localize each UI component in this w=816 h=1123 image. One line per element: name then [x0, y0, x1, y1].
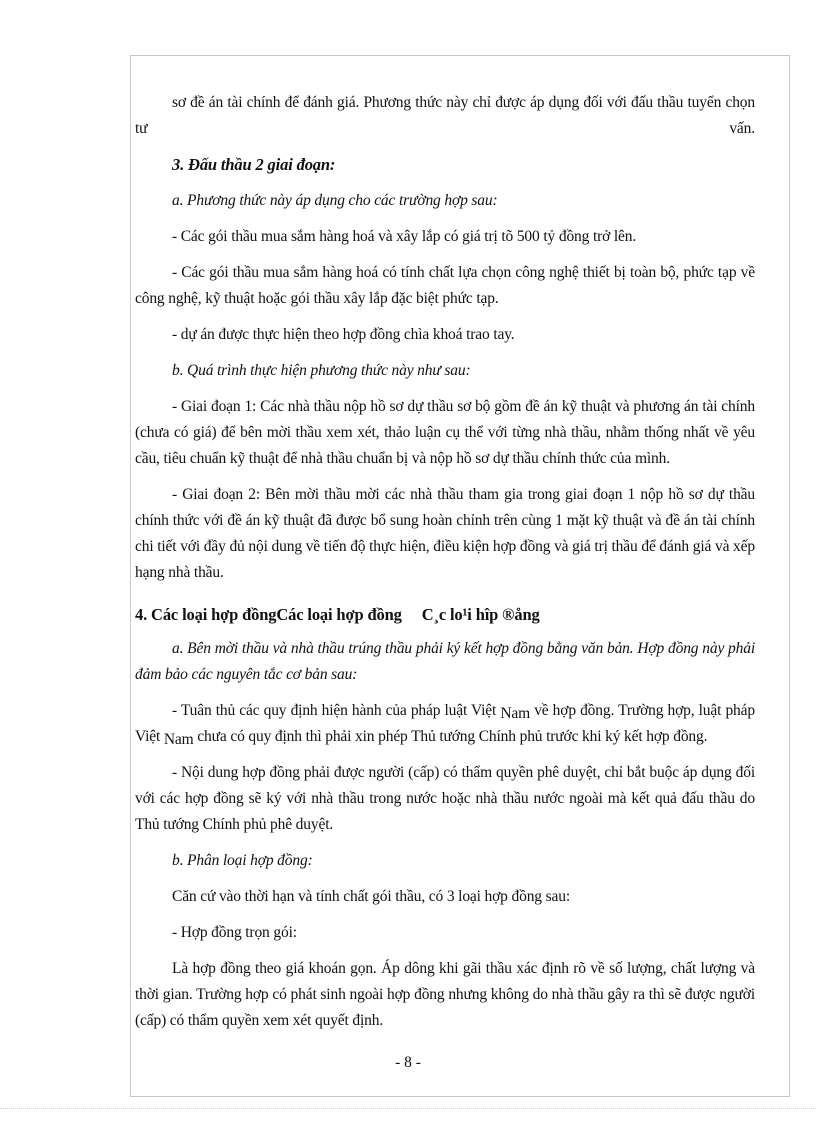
list-item: - Các gói thầu mua sắm hàng hoá có tính chất lựa chọn công nghệ thiết bị toàn bộ, phức tạp về công nghệ, kỹ thuật hoặc gói thầu xây lắp đặc biệt phức tạp. — [135, 264, 755, 307]
heading-contract-types-legacy: C¸c lo¹i hîp ®ång — [421, 605, 540, 624]
paragraph-stage-one: - Giai đoạn 1: Các nhà thầu nộp hồ sơ dự thầu sơ bộ gồm đề án kỹ thuật và phương án tài chính (chưa có giá) để bên mời thầu xem xét, thảo luận cụ thể với từng nhà thầu, nhằm thống nhất về yêu cầu, tiêu chuẩn kỹ thuật để nhà thầu chuẩn bị và nộp hồ sơ dự thầu chính thức của mình. — [135, 398, 755, 467]
text-run: về hợp đồng. Trường hợp, luật pháp Việt — [135, 702, 755, 745]
paragraph-lump-sum: Là hợp đồng theo giá khoán gọn. Áp dông khi gãi thầu xác định rõ về số lượng, chất lượng và thời gian. Trường hợp có phát sinh ngoài hợp đồng nhưng không do nhà thầu gây ra thì sẽ được người (cấp) có thẩm quyền xem xét quyết định. — [135, 960, 755, 1029]
heading-contract-types-text: 4. Các loại hợp đồngCác loại hợp đồng — [135, 605, 402, 624]
text-run-nam: Nam — [163, 731, 194, 748]
heading-two-stage-bidding: 3. Đấu thầu 2 giai đoạn: — [172, 155, 336, 174]
list-item: - dự án được thực hiện theo hợp đồng chìa khoá trao tay. — [172, 326, 515, 343]
page-number: - 8 - — [395, 1054, 421, 1071]
paragraph-classification-basis: Căn cứ vào thời hạn và tính chất gói thầu, có 3 loại hợp đồng sau: — [172, 888, 571, 905]
paragraph-contract-principles: a. Bên mời thầu và nhà thầu trúng thầu phải ký kết hợp đồng bằng văn bản. Hợp đồng này phải đảm bảo các nguyên tắc cơ bản sau: — [135, 640, 755, 683]
paragraph-applicable-cases: a. Phương thức này áp dụng cho các trường hợp sau: — [172, 192, 498, 209]
list-item: - Các gói thầu mua sắm hàng hoá và xây lắp có giá trị tõ 500 tỷ đồng trở lên. — [172, 228, 637, 245]
paragraph-approval: - Nội dung hợp đồng phải được người (cấp) có thẩm quyền phê duyệt, chỉ bắt buộc áp dụng đối với các hợp đồng sẽ ký với nhà thầu trong nước hoặc nhà thầu nước ngoài mà kết quả đấu thầu do Thủ tướng Chính phủ phê duyệt. — [135, 764, 755, 833]
text-run-nam: Nam — [500, 705, 531, 722]
paragraph-stage-two: - Giai đoạn 2: Bên mời thầu mời các nhà thầu tham gia trong giai đoạn 1 nộp hồ sơ dự thầu chính thức với đề án kỹ thuật đã được bổ sung hoàn chỉnh trên cùng 1 mặt kỹ thuật và đề án tài chính chi tiết với đầy đủ nội dung về tiến độ thực hiện, điều kiện hợp đồng và giá trị thầu để đánh giá và xếp hạng nhà thầu. — [135, 486, 755, 581]
document-body — [135, 90, 755, 1044]
heading-contract-types — [135, 602, 755, 628]
paragraph-process-heading: b. Quá trình thực hiện phương thức này như sau: — [172, 362, 471, 379]
paragraph-intro: sơ đề án tài chính để đánh giá. Phương thức này chỉ được áp dụng đối với đấu thầu tuyển chọn tư vấn. — [135, 94, 755, 137]
page-separator — [0, 1108, 816, 1109]
text-run: chưa có quy định thì phải xin phép Thủ tướng Chính phủ trước khi ký kết hợp đồng. — [193, 728, 708, 745]
paragraph-classification-heading: b. Phân loại hợp đồng: — [172, 852, 313, 869]
list-item: - Hợp đồng trọn gói: — [172, 924, 297, 941]
text-run: - Tuân thủ các quy định hiện hành của pháp luật Việt — [172, 702, 501, 719]
paragraph-law-compliance — [135, 698, 755, 750]
